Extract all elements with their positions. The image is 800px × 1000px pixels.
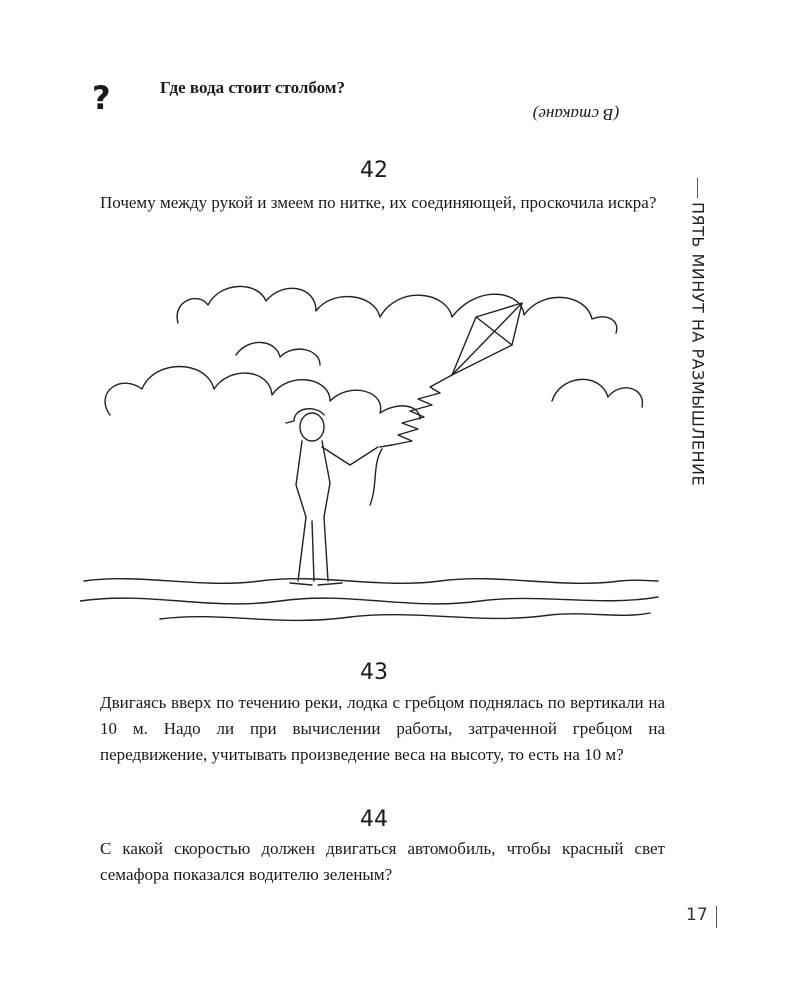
cloud-right — [552, 379, 642, 407]
boy-feet — [290, 583, 342, 585]
water-line — [84, 579, 658, 584]
cloud-upper — [177, 286, 617, 333]
sidebar-divider — [697, 178, 698, 198]
water-line — [80, 597, 658, 604]
kite-string — [380, 445, 392, 447]
question-mark-icon: ? — [92, 79, 111, 117]
chapter-title: ПЯТЬ МИНУТ НА РАЗМЫШЛЕНИЕ — [688, 202, 708, 487]
problem-text-42: Почему между рукой и змеем по нитке, их соединяющей, проскочила искра? — [100, 193, 657, 212]
page-number: 17 — [686, 905, 708, 925]
cloud-mid — [236, 342, 320, 365]
kite-tail — [370, 449, 382, 505]
problem-text-43: Двигаясь вверх по течению реки, лодка с гребцом поднялась по вертикали на 10 м. Надо ли при вычислении работы, затраченной гребцом на передвижение, учитывать произведение веса на высоту, то есть на 10 м? — [100, 693, 665, 764]
kite-illustration — [80, 255, 660, 635]
problem-text-44: С какой скоростью должен двигаться автомобиль, чтобы красный свет семафора показался водителю зеленым? — [100, 839, 665, 884]
boy-body — [296, 441, 330, 517]
boy-head — [300, 413, 324, 441]
problem-number-42: 42 — [360, 158, 388, 183]
problem-number-43: 43 — [360, 660, 388, 685]
boy-legs — [298, 517, 328, 581]
riddle-answer-inverted: (В стакане) — [532, 105, 620, 124]
spark-zigzag — [392, 375, 452, 445]
page-number-divider — [716, 906, 717, 928]
problem-number-44: 44 — [360, 807, 388, 832]
chapter-sidebar — [678, 178, 718, 487]
boy-arm — [322, 447, 378, 465]
cloud-lower — [105, 367, 420, 420]
water-line — [160, 613, 650, 620]
riddle-question: Где вода стоит столбом? — [160, 78, 345, 97]
